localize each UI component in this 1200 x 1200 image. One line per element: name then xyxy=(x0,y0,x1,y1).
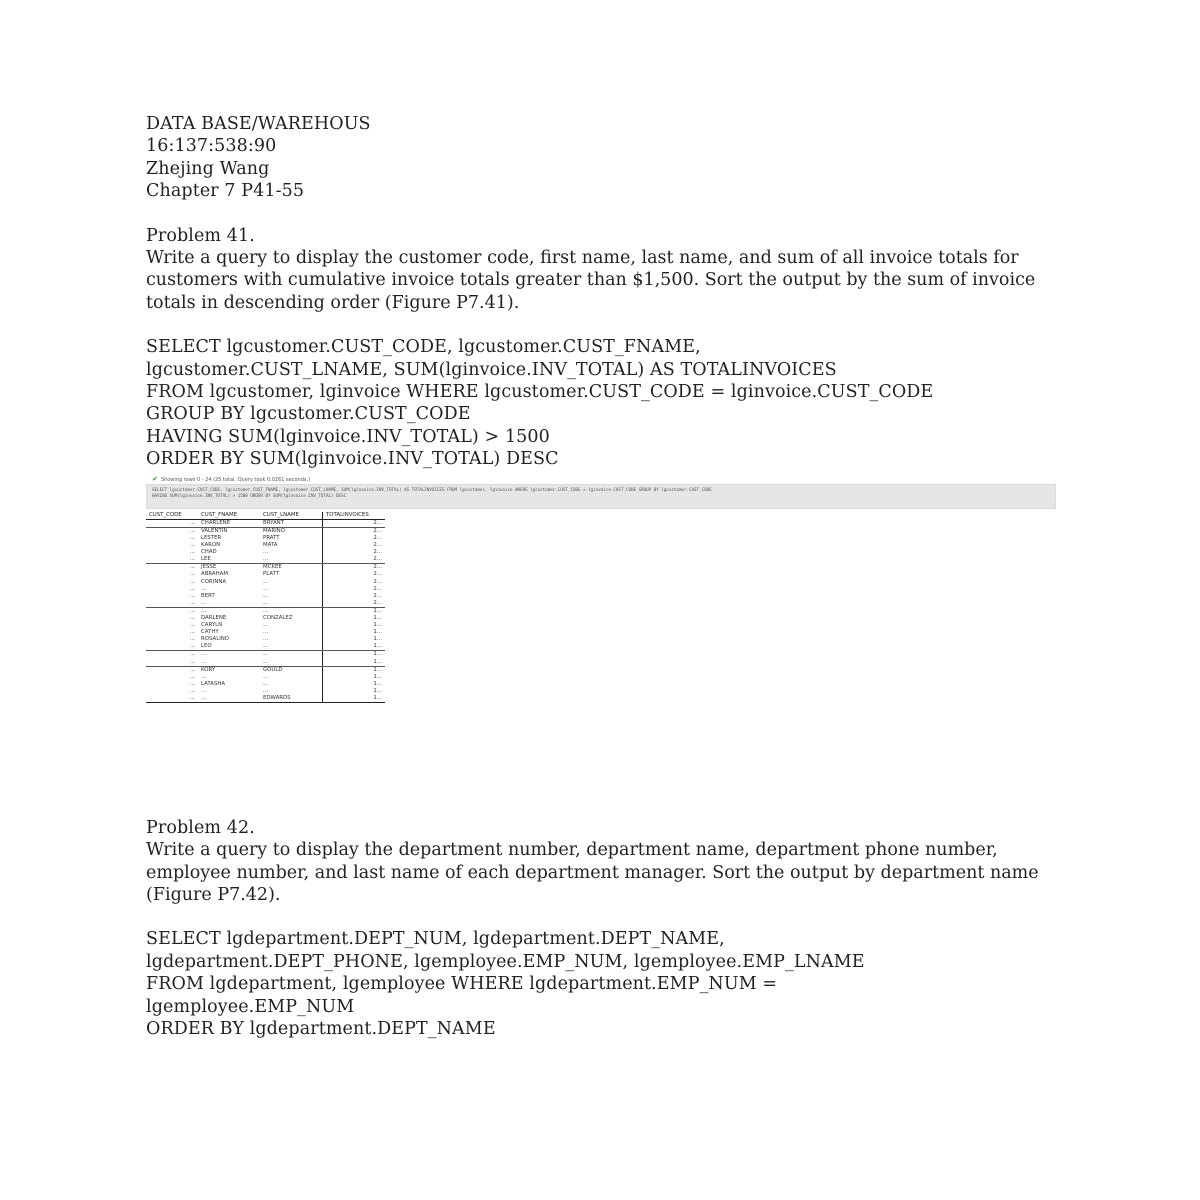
table-cell: ... xyxy=(198,695,260,703)
table-cell: DARLENE xyxy=(201,615,227,621)
table-cell: ... xyxy=(189,673,195,680)
table-row xyxy=(146,636,385,643)
table-cell: KORY xyxy=(201,666,216,673)
table-cell: 2... xyxy=(373,527,382,534)
table-cell: 2... xyxy=(323,519,386,527)
table-cell: MARINO xyxy=(260,527,323,535)
table-cell: ... xyxy=(189,527,195,534)
table-row xyxy=(146,688,385,695)
table-row xyxy=(146,681,385,688)
table-cell: LEE xyxy=(198,556,260,564)
course-title: DATA BASE/WAREHOUS xyxy=(146,114,371,134)
table-cell: ... xyxy=(260,629,323,636)
table-cell: ... xyxy=(201,607,207,614)
table-cell: MCKEE xyxy=(260,564,323,572)
sql-echo-line: SELECT lgcustomer.CUST_CODE, lgcustomer.CUST_FNAME, lgcustomer.CUST_LNAME, SUM(lginvoice.INV_TOTAL) AS TOTALINVOICES FROM lgcustomer, lginvoice WHERE lgcustomer.CUST_CODE = lginvoice.CUST_CODE GROUP BY lgcustomer.CUST_CODE xyxy=(152,486,712,492)
table-cell: 2... xyxy=(373,571,382,578)
table-cell: ... xyxy=(146,659,198,667)
table-cell: ... xyxy=(146,695,198,703)
table-row xyxy=(146,622,385,629)
sql-line: ORDER BY SUM(lginvoice.INV_TOTAL) DESC xyxy=(146,449,559,470)
table-cell: 2... xyxy=(373,564,382,571)
table-row xyxy=(146,651,385,659)
table-cell: 1... xyxy=(373,673,382,680)
sql-line: SELECT lgdepartment.DEPT_NUM, lgdepartment.DEPT_NAME, xyxy=(146,929,725,950)
table-cell: 1... xyxy=(373,622,382,629)
table-cell: PRATT xyxy=(260,535,323,542)
table-row xyxy=(146,571,385,578)
spacer xyxy=(146,203,1066,225)
table-cell: KARON xyxy=(201,542,221,549)
table-cell: ... xyxy=(146,519,198,527)
table-cell: 1... xyxy=(373,651,382,658)
table-row xyxy=(146,549,385,556)
table-cell: ... xyxy=(189,622,195,629)
table-row xyxy=(146,643,385,651)
table-cell: 1... xyxy=(373,629,382,636)
table-cell: 1... xyxy=(323,643,386,651)
table-cell: ... xyxy=(260,593,323,600)
table-cell: ... xyxy=(198,600,260,608)
table-row xyxy=(146,579,385,586)
query-result-screenshot xyxy=(146,475,1058,735)
table-cell: PLATT xyxy=(260,571,323,578)
table-cell: ... xyxy=(189,651,195,658)
sql-line: SELECT lgcustomer.CUST_CODE, lgcustomer.CUST_FNAME, xyxy=(146,337,701,358)
chapter-label: Chapter 7 P41-55 xyxy=(146,181,305,202)
table-row xyxy=(146,666,385,674)
table-row xyxy=(146,674,385,681)
table-cell: ... xyxy=(189,564,195,571)
table-cell: ... xyxy=(260,607,323,615)
query-status-text: Showing rows 0 - 24 (25 total, Query took 0.0261 seconds.) xyxy=(160,476,311,483)
problem-42-sql xyxy=(146,928,1066,1040)
table-cell: CATHY xyxy=(201,629,219,636)
table-cell: ... xyxy=(189,680,195,687)
table-cell: ... xyxy=(189,592,195,599)
table-cell: 1... xyxy=(323,659,386,667)
table-cell: 2... xyxy=(373,578,382,585)
table-cell: 2... xyxy=(373,542,382,549)
table-row xyxy=(146,600,385,608)
table-cell: 2... xyxy=(323,600,386,608)
table-cell: 2... xyxy=(373,585,382,592)
sql-line: lgcustomer.CUST_LNAME, SUM(lginvoice.INV_TOTAL) AS TOTALINVOICES xyxy=(146,359,837,380)
sql-line: FROM lgcustomer, lginvoice WHERE lgcustomer.CUST_CODE = lginvoice.CUST_CODE xyxy=(146,382,934,403)
table-cell: ABRAHAM xyxy=(201,571,228,578)
table-cell: MATA xyxy=(260,542,323,549)
table-cell: ... xyxy=(189,534,195,541)
table-cell: BERT xyxy=(201,592,215,599)
table-cell: ... xyxy=(260,681,323,688)
table-cell: ... xyxy=(260,579,323,586)
table-cell: ... xyxy=(201,585,207,592)
sql-line: FROM lgdepartment, lgemployee WHERE lgdepartment.EMP_NUM = xyxy=(146,974,778,995)
problem-41-sql xyxy=(146,336,1066,470)
table-row xyxy=(146,586,385,593)
table-cell: 1... xyxy=(373,607,382,614)
table-cell: ... xyxy=(189,549,195,556)
table-cell: 1... xyxy=(373,636,382,643)
table-cell: 1... xyxy=(323,695,386,703)
table-cell: ... xyxy=(260,688,323,695)
table-cell: ... xyxy=(260,586,323,593)
table-cell: ... xyxy=(189,542,195,549)
table-cell: ... xyxy=(189,666,195,673)
table-cell: GOULD xyxy=(260,666,323,674)
table-cell: ... xyxy=(189,636,195,643)
column-header: CUST_CODE xyxy=(146,512,198,520)
table-cell: 1... xyxy=(373,666,382,673)
sql-line: GROUP BY lgcustomer.CUST_CODE xyxy=(146,404,471,425)
column-header: CUST_LNAME xyxy=(260,512,323,520)
table-row xyxy=(146,593,385,600)
table-cell: ... xyxy=(189,578,195,585)
result-table-body xyxy=(146,519,385,702)
sql-line: lgdepartment.DEPT_PHONE, lgemployee.EMP_NUM, lgemployee.EMP_LNAME xyxy=(146,951,865,972)
checkmark-icon: ✔ xyxy=(152,474,158,483)
table-cell: 2... xyxy=(373,549,382,556)
table-cell: ... xyxy=(260,651,323,659)
table-row xyxy=(146,535,385,542)
table-cell: EDWARDS xyxy=(260,695,323,703)
table-cell: CARYLN xyxy=(201,622,223,629)
table-cell: ... xyxy=(260,549,323,556)
problem-42-description: Write a query to display the department number, department name, department phone number, employee number, and last name of each department manager. Sort the output by department name (Figure P7.42). xyxy=(146,840,1039,905)
table-cell: LESTER xyxy=(201,534,222,541)
sql-line: HAVING SUM(lginvoice.INV_TOTAL) > 1500 xyxy=(146,426,550,447)
table-cell: ... xyxy=(189,571,195,578)
table-cell: 2... xyxy=(373,534,382,541)
table-cell: ... xyxy=(260,600,323,608)
table-cell: LEO xyxy=(198,643,260,651)
table-cell: ROSALIND xyxy=(201,636,229,643)
table-cell: VALENTIN xyxy=(201,527,228,534)
table-cell: BRYANT xyxy=(260,519,323,527)
table-cell: ... xyxy=(201,687,207,694)
sql-line: lgemployee.EMP_NUM xyxy=(146,996,355,1017)
table-cell: CHARLENE xyxy=(198,519,260,527)
table-row xyxy=(146,527,385,535)
table-row xyxy=(146,519,385,527)
table-row xyxy=(146,556,385,564)
table-cell: 2... xyxy=(323,556,386,564)
problem-41-description: Write a query to display the customer code, first name, last name, and sum of all invoice totals for customers with cumulative invoice totals greater than $1,500. Sort the output by the sum of invoice totals in descending order (Figure P7.41). xyxy=(146,248,1036,313)
table-row xyxy=(146,607,385,615)
course-code: 16:137:538:90 xyxy=(146,136,277,157)
table-cell: ... xyxy=(146,556,198,564)
sql-echo-box xyxy=(146,484,1056,509)
sql-echo-line: HAVING SUM(lginvoice.INV_TOTAL) > 1500 ORDER BY SUM(lginvoice.INV_TOTAL) DESC xyxy=(152,492,347,498)
spacer xyxy=(146,735,1066,817)
table-cell: ... xyxy=(201,651,207,658)
table-cell: ... xyxy=(189,607,195,614)
author-name: Zhejing Wang xyxy=(146,158,270,179)
table-row xyxy=(146,629,385,636)
column-header: TOTALINVOICES xyxy=(323,512,386,520)
table-cell: ... xyxy=(146,643,198,651)
table-cell: CHAD xyxy=(201,549,217,556)
document-page xyxy=(146,113,1066,1040)
problem-41-title: Problem 41. xyxy=(146,225,255,246)
table-cell: 2... xyxy=(373,592,382,599)
table-row xyxy=(146,659,385,667)
table-cell: ... xyxy=(189,585,195,592)
table-header-row xyxy=(146,512,385,520)
table-cell: ... xyxy=(189,615,195,621)
table-cell: CORINNA xyxy=(201,578,227,585)
spacer xyxy=(146,906,1066,928)
table-cell: ... xyxy=(260,659,323,667)
table-cell: 1... xyxy=(373,680,382,687)
query-status-bar xyxy=(152,475,310,484)
table-cell: ... xyxy=(189,687,195,694)
table-cell: ... xyxy=(260,556,323,564)
table-cell: ... xyxy=(146,600,198,608)
result-table xyxy=(146,512,385,703)
sql-line: ORDER BY lgdepartment.DEPT_NAME xyxy=(146,1018,496,1039)
spacer xyxy=(146,314,1066,336)
column-header: CUST_FNAME xyxy=(198,512,260,520)
table-cell: ... xyxy=(189,629,195,636)
table-cell: ... xyxy=(260,636,323,643)
table-row xyxy=(146,695,385,703)
problem-42-title: Problem 42. xyxy=(146,817,255,838)
table-cell: 1... xyxy=(373,615,382,621)
table-cell: ... xyxy=(201,673,207,680)
table-row xyxy=(146,615,385,622)
table-cell: ... xyxy=(260,622,323,629)
table-cell: 1... xyxy=(373,687,382,694)
table-cell: ... xyxy=(260,674,323,681)
table-cell: CONZALEZ xyxy=(260,615,323,622)
table-cell: LATASHA xyxy=(201,680,226,687)
table-cell: ... xyxy=(260,643,323,651)
table-cell: ... xyxy=(198,659,260,667)
table-cell: JESSE xyxy=(201,564,217,571)
table-row xyxy=(146,542,385,549)
table-row xyxy=(146,564,385,572)
